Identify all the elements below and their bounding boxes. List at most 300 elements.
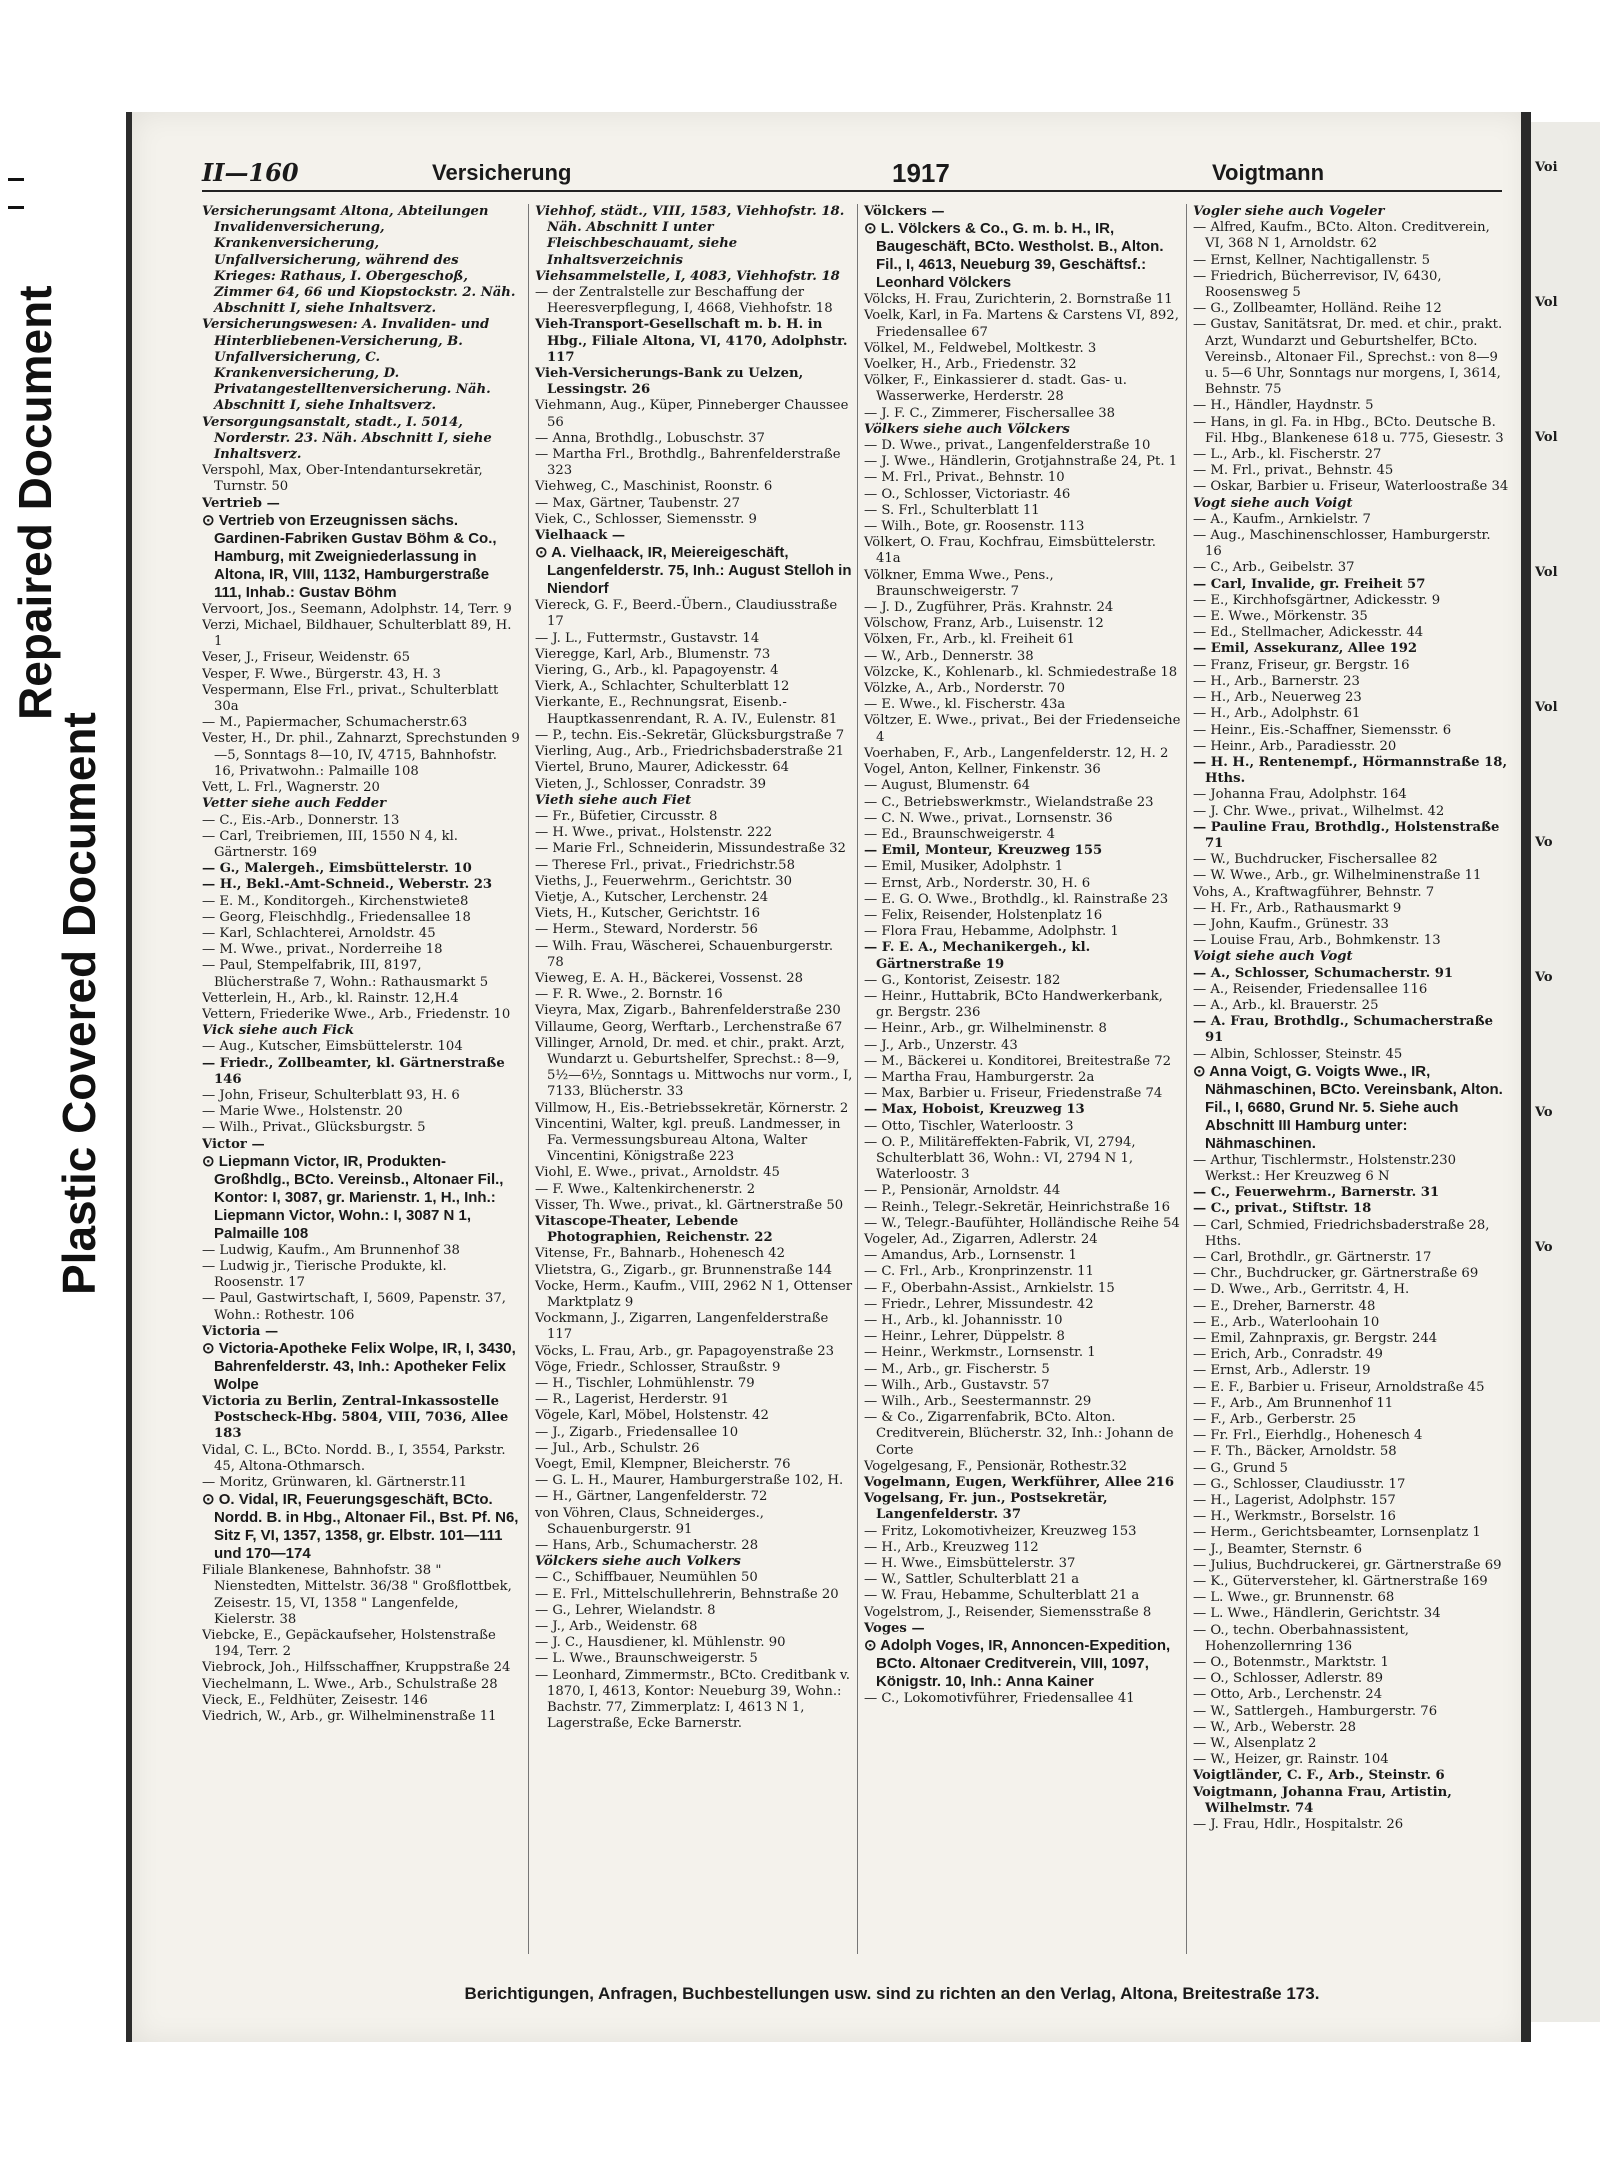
directory-entry: — Heinr., Huttabrik, BCto Handwerkerbank, gr. Bergstr. 236 (864, 988, 1163, 1021)
directory-entry: — Louise Frau, Arb., Bohmkenstr. 13 (1193, 933, 1441, 949)
directory-entry: — C., Feuerwehrm., Barnerstr. 31 (1193, 1185, 1440, 1201)
directory-entry: — Amandus, Arb., Lornsenstr. 1 (864, 1248, 1077, 1264)
directory-entry: Vöge, Friedr., Schlosser, Straußstr. 9 (535, 1359, 781, 1375)
directory-entry: — E. G. O. Wwe., Brothdlg., kl. Rainstraße 23 (864, 891, 1169, 907)
directory-entry: ⊙ Adolph Voges, IR, Annoncen-Expedition, BCto. Altonaer Creditverein, VIII, 1097, Königstr. 10, Inh.: Anna Kainer (864, 1637, 1171, 1691)
directory-entry: — Alfred, Kaufm., BCto. Alton. Creditverein, VI, 368 N 1, Arnoldstr. 62 (1193, 220, 1490, 252)
directory-entry: — M., Papiermacher, Schumacherstr.63 (202, 715, 468, 731)
directory-entry: — Friedr., Zollbeamter, kl. Gärtnerstraße 146 (202, 1055, 505, 1087)
directory-entry: Verzi, Michael, Bildhauer, Schulterblatt 89, H. 1 (202, 618, 512, 650)
directory-entry: — P., Pensionär, Arnoldstr. 44 (864, 1183, 1061, 1199)
directory-entry: — M. Frl., Privat., Behnstr. 10 (864, 470, 1065, 486)
directory-entry: — Erich, Arb., Conradstr. 49 (1193, 1347, 1383, 1363)
directory-entry: — Ludwig jr., Tierische Produkte, kl. Roosenstr. 17 (202, 1258, 447, 1291)
directory-entry: — G., Grund 5 (1193, 1460, 1288, 1476)
directory-entry: — H., Arb., Adolphstr. 61 (1193, 706, 1361, 722)
directory-entry: — J. D., Zugführer, Präs. Krahnstr. 24 (864, 600, 1114, 616)
directory-entry: — J. Frau, Hdlr., Hospitalstr. 26 (1193, 1817, 1404, 1833)
directory-entry: — Felix, Reisender, Holstenplatz 16 (864, 907, 1103, 923)
side-label-top: Repaired Document (9, 285, 61, 720)
directory-entry: Vieths, J., Feuerwehrm., Gerichtstr. 30 (535, 873, 793, 889)
next-page-fragment: Vo (1535, 970, 1553, 985)
directory-entry: Victoria zu Berlin, Zentral-Inkassostelle Postscheck-Hbg. 5804, VIII, 7036, Allee 183 (202, 1393, 509, 1442)
directory-entry: Vieh-Transport-Gesellschaft m. b. H. in Hbg., Filiale Altona, VI, 4170, Adolphstr. 117 (535, 317, 848, 365)
directory-entry: Völckers siehe auch Volkers (535, 1554, 741, 1570)
directory-entry: — der Zentralstelle zur Beschaffung der Heeresverpflegung, I, 4668, Viehhofstr. 18 (535, 285, 833, 317)
mark (8, 178, 24, 181)
directory-entry: — Emil, Assekuranz, Allee 192 (1193, 641, 1418, 657)
page-edge (1521, 112, 1531, 2042)
directory-entry: Veser, J., Friseur, Weidenstr. 65 (202, 650, 411, 666)
directory-entry: — Fr. Frl., Eierhdlg., Hohenesch 4 (1193, 1428, 1423, 1444)
directory-entry: — W., Buchdrucker, Fischersallee 82 (1193, 852, 1438, 868)
directory-entry: Vespermann, Else Frl., privat., Schulterblatt 30a (202, 682, 499, 715)
directory-entry: ⊙ O. Vidal, IR, Feuerungsgeschäft, BCto. Nordd. B. in Hbg., Altonaer Fil., Bst. Pf. N6, Sitz F, VI, 1357, 1358, gr. Elbstr. 101—111 und 170—174 (202, 1491, 519, 1563)
directory-entry: — Ed., Stellmacher, Adickesstr. 44 (1193, 625, 1424, 641)
directory-entry: Vierling, Aug., Arb., Friedrichsbaderstraße 21 (535, 744, 845, 760)
directory-entry: Viebcke, E., Gepäckaufseher, Holstenstraße 194, Terr. 2 (202, 1628, 496, 1660)
directory-entry: — Marie Frl., Schneiderin, Missundestraße 32 (535, 841, 846, 857)
directory-entry: — J. F. C., Zimmerer, Fischersallee 38 (864, 405, 1116, 421)
directory-entry: — Pauline Frau, Brothdlg., Holstenstraße 71 (1193, 819, 1500, 851)
directory-entry: Verspohl, Max, Ober-Intendantursekretär, Turnstr. 50 (202, 463, 483, 495)
directory-entry: — M. Wwe., privat., Norderreihe 18 (202, 942, 443, 958)
directory-entry: — L. Wwe., Braunschweigerstr. 5 (535, 1651, 758, 1667)
directory-entry: — W., Heizer, gr. Rainstr. 104 (1193, 1752, 1389, 1768)
continuation-word: Voigtmann (1212, 160, 1325, 185)
directory-entry: ⊙ Victoria-Apotheke Felix Wolpe, IR, I, 3430, Bahrenfelderstr. 43, Inh.: Apotheker Felix Wolpe (202, 1339, 516, 1393)
directory-entry: — O., Botenmstr., Marktstr. 1 (1193, 1655, 1389, 1671)
next-page-fragment: Vo (1535, 1105, 1553, 1120)
directory-entry: — & Co., Zigarrenfabrik, BCto. Alton. Creditverein, Blücherstr. 32, Inh.: Johann de Corte (864, 1410, 1174, 1458)
directory-entry: Völkert, O. Frau, Kochfrau, Eimsbüttelerstr. 41a (864, 535, 1157, 567)
directory-entry: Völzke, A., Arb., Norderstr. 70 (864, 681, 1065, 697)
directory-entry: ⊙ A. Vielhaack, IR, Meiereigeschäft, Langenfelderstr. 75, Inh.: August Stelloh in Niendorf (535, 544, 852, 598)
directory-entry: — H., Werkmstr., Borselstr. 16 (1193, 1509, 1396, 1525)
directory-entry: — C., Arb., Geibelstr. 37 (1193, 560, 1355, 576)
directory-entry: — G., Kontorist, Zeisestr. 182 (864, 972, 1061, 988)
directory-entry: — G., Schlosser, Claudiusstr. 17 (1193, 1476, 1406, 1492)
directory-entry: — Emil, Musiker, Adolphstr. 1 (864, 859, 1064, 875)
directory-entry: — L., Arb., kl. Fischerstr. 27 (1193, 447, 1382, 463)
directory-entry: Vogler siehe auch Vogeler (1193, 204, 1385, 219)
entry-columns (202, 204, 1532, 1964)
directory-entry: Vieten, J., Schlosser, Conradstr. 39 (535, 776, 766, 792)
directory-entry: Victor — (202, 1136, 265, 1152)
directory-entry: — Hans, Arb., Schumacherstr. 28 (535, 1538, 759, 1554)
directory-entry: Völcks, H. Frau, Zurichterin, 2. Bornstraße 11 (864, 292, 1173, 308)
column-2 (528, 204, 853, 1954)
directory-entry: — J. L., Futtermstr., Gustavstr. 14 (535, 630, 760, 646)
directory-entry: Voigt siehe auch Vogt (1193, 949, 1353, 965)
directory-entry: — John, Kaufm., Grünestr. 33 (1193, 916, 1389, 932)
directory-entry: Vieweg, E. A. H., Bäckerei, Vossenst. 28 (535, 970, 803, 986)
directory-entry: — Julius, Buchdruckerei, gr. Gärtnerstraße 69 (1193, 1557, 1502, 1573)
next-page-fragment: Voi (1535, 160, 1558, 175)
directory-entry: — M. Frl., privat., Behnstr. 45 (1193, 463, 1394, 479)
directory-entry: Viertel, Bruno, Maurer, Adickesstr. 64 (535, 760, 790, 776)
next-page-strip (1531, 122, 1600, 2022)
directory-entry: — Aug., Kutscher, Eimsbüttelerstr. 104 (202, 1039, 463, 1055)
directory-entry: Vester, H., Dr. phil., Zahnarzt, Sprechstunden 9—5, Sonntags 8—10, IV, 4715, Bahnhofstr. 16, Privatwohn.: Palmaille 108 (202, 731, 520, 779)
directory-entry: — C., Betriebswerkmstr., Wielandstraße 23 (864, 794, 1154, 810)
directory-entry: — Aug., Maschinenschlosser, Hamburgerstr. 16 (1193, 528, 1491, 560)
section-title: Versicherung (432, 160, 572, 185)
directory-entry: — W., Sattler, Schulterblatt 21 a (864, 1572, 1080, 1588)
directory-entry: — C., Lokomotivführer, Friedensallee 41 (864, 1691, 1135, 1707)
directory-entry: Visser, Th. Wwe., privat., kl. Gärtnerstraße 50 (535, 1197, 844, 1213)
directory-entry: — A. Frau, Brothdlg., Schumacherstraße 91 (1193, 1014, 1493, 1046)
directory-entry: Viehmann, Aug., Küper, Pinneberger Chaussee 56 (535, 398, 849, 430)
directory-entry: Vogel, Anton, Kellner, Finkenstr. 36 (864, 762, 1101, 778)
directory-entry: Voigtländer, C. F., Arb., Steinstr. 6 (1193, 1768, 1445, 1784)
side-label-bottom: Plastic Covered Document (53, 712, 105, 1295)
directory-entry: Vögele, Karl, Möbel, Holstenstr. 42 (535, 1408, 769, 1424)
directory-entry: — G. L. H., Maurer, Hamburgerstraße 102, H. (535, 1473, 844, 1489)
directory-entry: — C., Eis.-Arb., Donnerstr. 13 (202, 812, 400, 828)
directory-entry: Viedrich, W., Arb., gr. Wilhelminenstraße 11 (202, 1709, 497, 1725)
directory-entry: — Hans, in gl. Fa. in Hbg., BCto. Deutsche B. Fil. Hbg., Blankenese 618 u. 775, Giesestr. 3 (1193, 414, 1504, 446)
directory-entry: — Friedr., Lehrer, Missundestr. 42 (864, 1296, 1094, 1312)
directory-entry: — J., Arb., Weidenstr. 68 (535, 1619, 698, 1635)
directory-entry: — W. Wwe., Arb., gr. Wilhelminenstraße 11 (1193, 868, 1482, 884)
directory-entry: Versorgungsanstalt, stadt., I. 5014, Norderstr. 23. Näh. Abschnitt I, siehe Inhaltsverz. (202, 414, 492, 463)
directory-entry: Vieth siehe auch Fiet (535, 792, 692, 808)
directory-entry: — Max, Barbier u. Friseur, Friedenstraße 74 (864, 1086, 1163, 1102)
directory-entry: — Carl, Treibriemen, III, 1550 N 4, kl. Gärtnerstr. 169 (202, 828, 458, 860)
directory-entry: — A., Schlosser, Schumacherstr. 91 (1193, 965, 1454, 981)
directory-entry: — F. E. A., Mechanikergeh., kl. Gärtnerstraße 19 (864, 940, 1091, 972)
directory-entry: Viek, C., Schlosser, Siemensstr. 9 (535, 511, 757, 527)
directory-entry: Vett, L. Frl., Wagnerstr. 20 (202, 780, 380, 796)
directory-entry: — John, Friseur, Schulterblatt 93, H. 6 (202, 1087, 460, 1103)
directory-entry: — F., Arb., Am Brunnenhof 11 (1193, 1395, 1394, 1411)
directory-entry: — E., Dreher, Barnerstr. 48 (1193, 1298, 1376, 1314)
directory-entry: — Georg, Fleischhdlg., Friedensallee 18 (202, 909, 471, 925)
directory-entry: ⊙ Liepmann Victor, IR, Produkten-Großhdlg., BCto. Vereinsb., Altonaer Fil., Kontor: I, 3087, gr. Marienstr. 1, H., Inh.: Liepmann Victor, Wohn.: I, 3087 N 1, Palmaille 108 (202, 1152, 504, 1242)
directory-entry: — Emil, Monteur, Kreuzweg 155 (864, 843, 1103, 859)
directory-entry: — E., Kirchhofsgärtner, Adickesstr. 9 (1193, 592, 1441, 608)
directory-entry: Voges — (864, 1620, 925, 1636)
directory-entry: — Ernst, Kellner, Nachtigallenstr. 5 (1193, 252, 1431, 268)
year: 1917 (892, 158, 950, 188)
directory-entry: — H., Bekl.-Amt-Schneid., Weberstr. 23 (202, 877, 493, 893)
directory-entry: Viebrock, Joh., Hilfsschaffner, Kruppstraße 24 (202, 1660, 511, 1676)
directory-entry: — D. Wwe., privat., Langenfelderstraße 10 (864, 438, 1151, 454)
directory-entry: — W., Alsenplatz 2 (1193, 1736, 1317, 1752)
directory-entry: — Fritz, Lokomotivheizer, Kreuzweg 153 (864, 1523, 1137, 1539)
directory-entry: — E. Frl., Mittelschullehrerin, Behnstraße 20 (535, 1586, 839, 1602)
directory-entry: — Marie Wwe., Holstenstr. 20 (202, 1104, 403, 1120)
directory-entry: — J. Chr. Wwe., privat., Wilhelmst. 42 (1193, 803, 1445, 819)
directory-entry: — O. P., Militäreffekten-Fabrik, VI, 2794, Schulterblatt 36, Wohn.: VI, 2794 N 1, Waterloostr. 3 (864, 1134, 1136, 1183)
directory-entry: — Max, Gärtner, Taubenstr. 27 (535, 495, 741, 511)
directory-entry: Voigtmann, Johanna Frau, Artistin, Wilhelmstr. 74 (1193, 1784, 1452, 1816)
directory-entry: — H., Händler, Haydnstr. 5 (1193, 398, 1374, 414)
directory-entry: — M., Bäckerei u. Konditorei, Breitestraße 72 (864, 1053, 1172, 1069)
directory-entry: — E. M., Konditorgeh., Kirchenstwiete8 (202, 893, 469, 909)
directory-entry: — Therese Frl., privat., Friedrichstr.58 (535, 857, 795, 873)
directory-page (126, 112, 1527, 2042)
directory-entry: Völtzer, E. Wwe., privat., Bei der Friedenseiche 4 (864, 713, 1181, 745)
directory-entry: — Leonhard, Zimmermstr., BCto. Creditbank v. 1870, I, 4613, Kontor: Neueburg 39, Wohn.: Bachstr. 77, Zimmerplatz: I, 4613 N 1, Lagerstraße, Ecke Barnerstr. (535, 1667, 850, 1732)
next-page-fragment: Vo (1535, 1240, 1553, 1255)
directory-entry: — Martha Frau, Hamburgerstr. 2a (864, 1069, 1095, 1085)
directory-entry: Vieh-Versicherungs-Bank zu Uelzen, Lessingstr. 26 (535, 366, 804, 398)
directory-entry: — K., Güterversteher, kl. Gärtnerstraße 169 (1193, 1574, 1488, 1590)
directory-entry: — G., Malergeh., Eimsbüttelerstr. 10 (202, 861, 472, 877)
directory-entry: — H. Wwe., Eimsbüttelerstr. 37 (864, 1556, 1076, 1572)
directory-entry: — Martha Frl., Brothdlg., Bahrenfelderstraße 323 (535, 447, 841, 479)
directory-entry: — Heinr., Eis.-Schaffner, Siemensstr. 6 (1193, 722, 1452, 738)
directory-entry: — W. Frau, Hebamme, Schulterblatt 21 a (864, 1588, 1140, 1604)
directory-entry: Voelker, H., Arb., Friedenstr. 32 (864, 357, 1077, 373)
directory-entry: — W., Telegr.-Baufühter, Holländische Reihe 54 (864, 1215, 1180, 1231)
directory-entry: von Vöhren, Claus, Schneiderges., Schauenburgerstr. 91 (535, 1505, 764, 1537)
directory-entry: — Gustav, Sanitätsrat, Dr. med. et chir., prakt. Arzt, Wundarzt und Geburtshelfer, BCto. Vereinsb., Altonaer Fil., Sprechst.: von 8—9 u. 5—6 Uhr, Sonntags nur morgens, I, 3614, Behnstr. 75 (1193, 317, 1503, 398)
directory-entry: — August, Blumenstr. 64 (864, 778, 1031, 794)
directory-entry: Vidal, C. L., BCto. Nordd. B., I, 3554, Parkstr. 45, Altona-Othmarsch. (202, 1442, 506, 1474)
directory-entry: Vitense, Fr., Bahnarb., Hohenesch 42 (535, 1246, 786, 1262)
directory-entry: — F. Th., Bäcker, Arnoldstr. 58 (1193, 1444, 1397, 1460)
directory-entry: — H., Arb., Barnerstr. 23 (1193, 673, 1360, 689)
directory-entry: — J. C., Hausdiener, kl. Mühlenstr. 90 (535, 1635, 786, 1651)
directory-entry: — E. Wwe., Mörkenstr. 35 (1193, 609, 1368, 625)
directory-entry: — H., Arb., Neuerweg 23 (1193, 690, 1362, 706)
directory-entry: — Friedrich, Bücherrevisor, IV, 6430, Roosensweg 5 (1193, 268, 1442, 301)
directory-entry: — C. Frl., Arb., Kronprinzenstr. 11 (864, 1264, 1094, 1280)
directory-entry: Vietje, A., Kutscher, Lerchenstr. 24 (535, 889, 769, 905)
directory-entry: — J. Wwe., Händlerin, Grotjahnstraße 24, Pt. 1 (864, 454, 1178, 470)
directory-entry: — Fr., Büfetier, Circusstr. 8 (535, 808, 718, 824)
directory-entry: Vertrieb — (202, 495, 280, 511)
directory-entry: — D. Wwe., Arb., Gerritstr. 4, H. (1193, 1282, 1410, 1298)
directory-entry: — Ernst, Arb., Norderstr. 30, H. 6 (864, 875, 1091, 891)
directory-entry: ⊙ L. Völckers & Co., G. m. b. H., IR, Baugeschäft, BCto. Westholst. B., Alton. Fil., I, 4613, Neueburg 39, Geschäftsf.: Leonhard Völckers (864, 220, 1164, 292)
directory-entry: Voerhaben, F., Arb., Langenfelderstr. 12, H. 2 (864, 745, 1169, 761)
next-page-fragment: Vol (1535, 295, 1558, 310)
directory-entry: — W., Sattlergeh., Hamburgerstr. 76 (1193, 1703, 1438, 1719)
directory-entry: Villmow, H., Eis.-Betriebssekretär, Körnerstr. 2 (535, 1100, 849, 1116)
directory-entry: Viohl, E. Wwe., privat., Arnoldstr. 45 (535, 1165, 780, 1181)
directory-entry: Völxen, Fr., Arb., kl. Freiheit 61 (864, 632, 1075, 648)
next-page-fragment: Vol (1535, 430, 1558, 445)
directory-entry: Vettern, Friederike Wwe., Arb., Friedenstr. 10 (202, 1006, 511, 1022)
directory-entry: — Wilh., Bote, gr. Roosenstr. 113 (864, 519, 1085, 535)
directory-entry: — C. N. Wwe., privat., Lornsenstr. 36 (864, 810, 1113, 826)
directory-entry: Vetter siehe auch Fedder (202, 796, 387, 812)
directory-entry: — F., Arb., Gerberstr. 25 (1193, 1412, 1357, 1428)
directory-entry: — Otto, Arb., Lerchenstr. 24 (1193, 1687, 1383, 1703)
directory-entry: — M., Arb., gr. Fischerstr. 5 (864, 1361, 1050, 1377)
directory-entry: Vincentini, Walter, kgl. preuß. Landmesser, in Fa. Vermessungsbureau Altona, Walter Vincentini, Königstraße 223 (535, 1116, 841, 1165)
directory-entry: — A., Arb., kl. Brauerstr. 25 (1193, 997, 1379, 1013)
directory-entry: Völkel, M., Feldwebel, Moltkestr. 3 (864, 340, 1097, 356)
mark (8, 206, 24, 209)
directory-entry: Vervoort, Jos., Seemann, Adolphstr. 14, Terr. 9 (202, 601, 512, 617)
directory-entry: — Johanna Frau, Adolphstr. 164 (1193, 787, 1407, 803)
directory-entry: Vogeler, Ad., Zigarren, Adlerstr. 24 (864, 1231, 1098, 1247)
directory-entry: — S. Frl., Schulterblatt 11 (864, 502, 1040, 518)
directory-entry: — J., Arb., Unzerstr. 43 (864, 1037, 1018, 1053)
directory-entry: Voelk, Karl, in Fa. Martens & Carstens VI, 892, Friedensallee 67 (864, 308, 1179, 340)
page-header (202, 154, 1502, 192)
directory-entry: Vieregge, Karl, Arb., Blumenstr. 73 (535, 646, 771, 662)
directory-entry: Vetterlein, H., Arb., kl. Rainstr. 12,H.4 (202, 990, 459, 1006)
directory-entry: — A., Reisender, Friedensallee 116 (1193, 981, 1428, 997)
directory-entry: Vogelgesang, F., Pensionär, Rothestr.32 (864, 1458, 1128, 1474)
directory-entry: — Herm., Gerichtsbeamter, Lornsenplatz 1 (1193, 1525, 1481, 1541)
directory-entry: — F., Oberbahn-Assist., Arnkielstr. 15 (864, 1280, 1115, 1296)
directory-entry: — Carl, Invalide, gr. Freiheit 57 (1193, 576, 1426, 592)
directory-entry: Vogt siehe auch Voigt (1193, 495, 1353, 511)
directory-entry: Vielhaack — (535, 528, 626, 544)
column-3 (857, 204, 1182, 1954)
column-1 (202, 204, 520, 1954)
directory-entry: Viets, H., Kutscher, Gerichtstr. 16 (535, 906, 761, 922)
directory-entry: Viehsammelstelle, I, 4083, Viehhofstr. 18 (535, 268, 840, 284)
directory-entry: Victoria — (202, 1323, 279, 1339)
directory-entry: Villinger, Arnold, Dr. med. et chir., prakt. Arzt, Wundarzt u. Geburtshelfer, Sprechst.: 8—9, 5½—6½, Sonntags u. Mittwochs nur vorm., I, 7133, Blücherstr. 33 (535, 1035, 853, 1100)
page-number: II—160 (202, 158, 299, 187)
directory-entry: Filiale Blankenese, Bahnhofstr. 38 " Nienstedten, Mittelstr. 36/38 " Großflottbek, Zeisestr. 15, VI, 1358 " Langenfelde, Kielerstr. 38 (202, 1563, 512, 1627)
directory-entry: — Moritz, Grünwaren, kl. Gärtnerstr.11 (202, 1475, 468, 1490)
directory-entry: — O., Schlosser, Adlerstr. 89 (1193, 1671, 1384, 1687)
directory-entry: — R., Lagerist, Herderstr. 91 (535, 1392, 729, 1408)
directory-entry: Versicherungswesen: A. Invaliden- und Hinterbliebenen-Versicherung, B. Unfallversicherung, C. Krankenversicherung, D. Privatangestelltenversicherung. Näh. Abschnitt I, siehe Inhaltsverz. (202, 317, 491, 414)
directory-entry: Völkers siehe auch Völckers (864, 421, 1070, 437)
directory-entry: Vesper, F. Wwe., Bürgerstr. 43, H. 3 (202, 666, 441, 682)
directory-entry: — Franz, Friseur, gr. Bergstr. 16 (1193, 657, 1410, 673)
directory-entry: — E. F., Barbier u. Friseur, Arnoldstraße 45 (1193, 1379, 1485, 1395)
footer-note: Berichtigungen, Anfragen, Buchbestellungen usw. sind zu richten an den Verlag, Altona, Breitestraße 173. (464, 1984, 1320, 2003)
directory-entry: — H. Fr., Arb., Rathausmarkt 9 (1193, 900, 1402, 916)
directory-entry: — A., Kaufm., Arnkielstr. 7 (1193, 511, 1371, 527)
directory-entry: Viehweg, C., Maschinist, Roonstr. 6 (535, 479, 773, 495)
directory-entry: Versicherungsamt Altona, Abteilungen Invalidenversicherung, Krankenversicherung, Unfallversicherung, während des Krieges: Rathaus, I. Obergeschoß, Zimmer 64, 66 und Kiopstockstr. 2. Näh. Abschnitt I, siehe Inhaltsverz. (202, 204, 516, 317)
directory-entry: Viechelmann, L. Wwe., Arb., Schulstraße 28 (202, 1676, 498, 1692)
directory-entry: — W., Arb., Weberstr. 28 (1193, 1719, 1356, 1735)
directory-entry: — H., Arb., Kreuzweg 112 (864, 1539, 1039, 1555)
directory-entry: — Carl, Brothdlr., gr. Gärtnerstr. 17 (1193, 1249, 1432, 1265)
directory-entry: Vohs, A., Kraftwagführer, Behnstr. 7 (1193, 884, 1435, 900)
directory-entry: — F. R. Wwe., 2. Bornstr. 16 (535, 987, 723, 1003)
directory-entry: — Emil, Zahnpraxis, gr. Bergstr. 244 (1193, 1331, 1438, 1346)
directory-entry: — Max, Hoboist, Kreuzweg 13 (864, 1102, 1085, 1118)
directory-entry: — Wilh., Privat., Glücksburgstr. 5 (202, 1120, 426, 1136)
directory-entry: — Heinr., Werkmstr., Lornsenstr. 1 (864, 1345, 1096, 1361)
directory-entry: Völzcke, K., Kohlenarb., kl. Schmiedestraße 18 (864, 664, 1178, 680)
directory-entry: — J., Zigarb., Friedensallee 10 (535, 1424, 739, 1440)
directory-entry: — J., Beamter, Sternstr. 6 (1193, 1541, 1363, 1557)
column-4 (1186, 204, 1511, 1954)
directory-entry: Vlietstra, G., Zigarb., gr. Brunnenstraße 144 (535, 1262, 832, 1278)
directory-entry: Vogelmann, Eugen, Werkführer, Allee 216 (864, 1475, 1175, 1491)
directory-entry: — Karl, Schlachterei, Arnoldstr. 45 (202, 925, 436, 941)
side-label (0, 0, 110, 1300)
directory-entry: — Paul, Stempelfabrik, III, 8197, Blücherstraße 7, Wohn.: Rathausmarkt 5 (202, 958, 489, 990)
directory-entry: Völschow, Franz, Arb., Luisenstr. 12 (864, 616, 1104, 632)
directory-entry: — Ed., Braunschweigerstr. 4 (864, 826, 1056, 842)
directory-entry: Vogelstrom, J., Reisender, Siemensstraße 8 (864, 1604, 1152, 1620)
directory-entry: — Carl, Schmied, Friedrichsbaderstraße 28, Hths. (1193, 1217, 1490, 1249)
next-page-fragment: Vol (1535, 565, 1558, 580)
directory-entry: — Herm., Steward, Norderstr. 56 (535, 922, 758, 938)
directory-entry: — Heinr., Arb., Paradiesstr. 20 (1193, 738, 1397, 754)
directory-entry: — Arthur, Tischlermstr., Holstenstr.230 Werkst.: Her Kreuzweg 6 N (1193, 1152, 1457, 1184)
directory-entry: — Albin, Schlosser, Steinstr. 45 (1193, 1046, 1403, 1062)
directory-entry: — Reinh., Telegr.-Sekretär, Heinrichstraße 16 (864, 1199, 1171, 1215)
directory-entry: Vieyra, Max, Zigarb., Bahrenfelderstraße 230 (535, 1003, 841, 1019)
directory-entry: — G., Zollbeamter, Holländ. Reihe 12 (1193, 301, 1442, 317)
directory-entry: — F. Wwe., Kaltenkirchenerstr. 2 (535, 1181, 756, 1197)
directory-entry: — E., Arb., Waterloohain 10 (1193, 1314, 1380, 1330)
directory-entry: — Wilh. Frau, Wäscherei, Schauenburgerstr. 78 (535, 938, 834, 970)
directory-entry: — H., Gärtner, Langenfelderstr. 72 (535, 1489, 768, 1505)
directory-entry: — W., Arb., Dennerstr. 38 (864, 648, 1034, 664)
directory-entry: — L. Wwe., Händlerin, Gerichtstr. 34 (1193, 1606, 1441, 1622)
directory-entry: Vogelsang, Fr. jun., Postsekretär, Langenfelderstr. 37 (864, 1491, 1108, 1523)
directory-entry: — O., techn. Oberbahnassistent, Hohenzollernring 136 (1193, 1622, 1409, 1654)
next-page-fragment: Vol (1535, 700, 1558, 715)
directory-entry: — Ludwig, Kaufm., Am Brunnenhof 38 (202, 1242, 460, 1258)
directory-entry: — Wilh., Arb., Seestermannstr. 29 (864, 1394, 1092, 1410)
directory-entry: Völkner, Emma Wwe., Pens., Braunschweigerstr. 7 (864, 567, 1054, 599)
directory-entry: — Wilh., Arb., Gustavstr. 57 (864, 1377, 1050, 1393)
directory-entry: Vockmann, J., Zigarren, Langenfelderstraße 117 (535, 1311, 829, 1343)
next-page-fragment: Vo (1535, 835, 1553, 850)
directory-entry: Vierkante, E., Rechnungsrat, Eisenb.-Hauptkassenrendant, R. A. IV., Eulenstr. 81 (535, 695, 838, 727)
directory-entry: — H., Tischler, Lohmühlenstr. 79 (535, 1376, 755, 1392)
directory-entry: — Otto, Tischler, Waterloostr. 3 (864, 1118, 1074, 1134)
directory-entry: — C., Schiffbauer, Neumühlen 50 (535, 1570, 758, 1586)
directory-entry: Vieck, E., Feldhüter, Zeisestr. 146 (202, 1692, 428, 1708)
directory-entry: Vocke, Herm., Kaufm., VIII, 2962 N 1, Ottenser Marktplatz 9 (535, 1278, 853, 1310)
directory-entry: — O., Schlosser, Victoriastr. 46 (864, 486, 1071, 502)
directory-entry: Villaume, Georg, Werftarb., Lerchenstraße 67 (535, 1019, 843, 1035)
directory-entry: Vöcks, L. Frau, Arb., gr. Papagoyenstraße 23 (535, 1343, 835, 1359)
directory-entry: — Anna, Brothdlg., Lobuschstr. 37 (535, 430, 765, 446)
directory-entry: — C., privat., Stiftstr. 18 (1193, 1201, 1372, 1217)
directory-entry: — G., Lehrer, Wielandstr. 8 (535, 1602, 716, 1618)
directory-entry: ⊙ Anna Voigt, G. Voigts Wwe., IR, Nähmaschinen, BCto. Vereinsbank, Alton. Fil., I, 6680, Grund Nr. 5. Siehe auch Abschnitt III Hamburg unter: Nähmaschinen. (1193, 1062, 1503, 1152)
directory-entry: Völker, F., Einkassierer d. stadt. Gas- u. Wasserwerke, Herderstr. 28 (864, 373, 1127, 405)
directory-entry: Viering, G., Arb., kl. Papagoyenstr. 4 (535, 663, 779, 679)
directory-entry: Vick siehe auch Fick (202, 1023, 355, 1039)
directory-entry: Vierk, A., Schlachter, Schulterblatt 12 (535, 679, 790, 695)
directory-entry: Viereck, G. F., Beerd.-Übern., Claudiusstraße 17 (535, 598, 838, 630)
directory-entry: — H., Lagerist, Adolphstr. 157 (1193, 1493, 1396, 1509)
directory-entry: — Paul, Gastwirtschaft, I, 5609, Papenstr. 37, Wohn.: Rothestr. 106 (202, 1291, 506, 1323)
directory-entry: — Ernst, Arb., Adlerstr. 19 (1193, 1363, 1371, 1379)
directory-entry: Völckers — (864, 204, 945, 219)
directory-entry: Viehhof, städt., VIII, 1583, Viehhofstr. 18. Näh. Abschnitt I unter Fleischbeschauamt, siehe Inhaltsverzeichnis (535, 204, 845, 268)
directory-entry: — P., techn. Eis.-Sekretär, Glücksburgstraße 7 (535, 727, 845, 743)
directory-entry: — L. Wwe., gr. Brunnenstr. 68 (1193, 1590, 1395, 1606)
directory-entry: — H., Arb., kl. Johannisstr. 10 (864, 1313, 1063, 1328)
directory-entry: — Heinr., Arb., gr. Wilhelminenstr. 8 (864, 1021, 1107, 1037)
directory-entry: — H. H., Rentenempf., Hörmannstraße 18, Hths. (1193, 754, 1508, 787)
directory-entry: — Flora Frau, Hebamme, Adolphstr. 1 (864, 924, 1119, 940)
directory-entry: — E. Wwe., kl. Fischerstr. 43a (864, 697, 1066, 713)
directory-entry: — H. Wwe., privat., Holstenstr. 222 (535, 825, 773, 841)
directory-entry: Vitascope-Theater, Lebende Photographien, Reichenstr. 22 (535, 1213, 773, 1246)
directory-entry: — Oskar, Barbier u. Friseur, Waterloostraße 34 (1193, 479, 1509, 495)
directory-entry: — Chr., Buchdrucker, gr. Gärtnerstraße 69 (1193, 1266, 1479, 1282)
directory-entry: — Jul., Arb., Schulstr. 26 (535, 1440, 700, 1456)
directory-entry: — Heinr., Lehrer, Düppelstr. 8 (864, 1329, 1065, 1345)
directory-entry: ⊙ Vertrieb von Erzeugnissen sächs. Gardinen-Fabriken Gustav Böhm & Co., Hamburg, mit Zweigniederlassung in Altona, IR, VIII, 1132, Hamburgerstraße 111, Inhab.: Gustav Böhm (202, 511, 497, 601)
